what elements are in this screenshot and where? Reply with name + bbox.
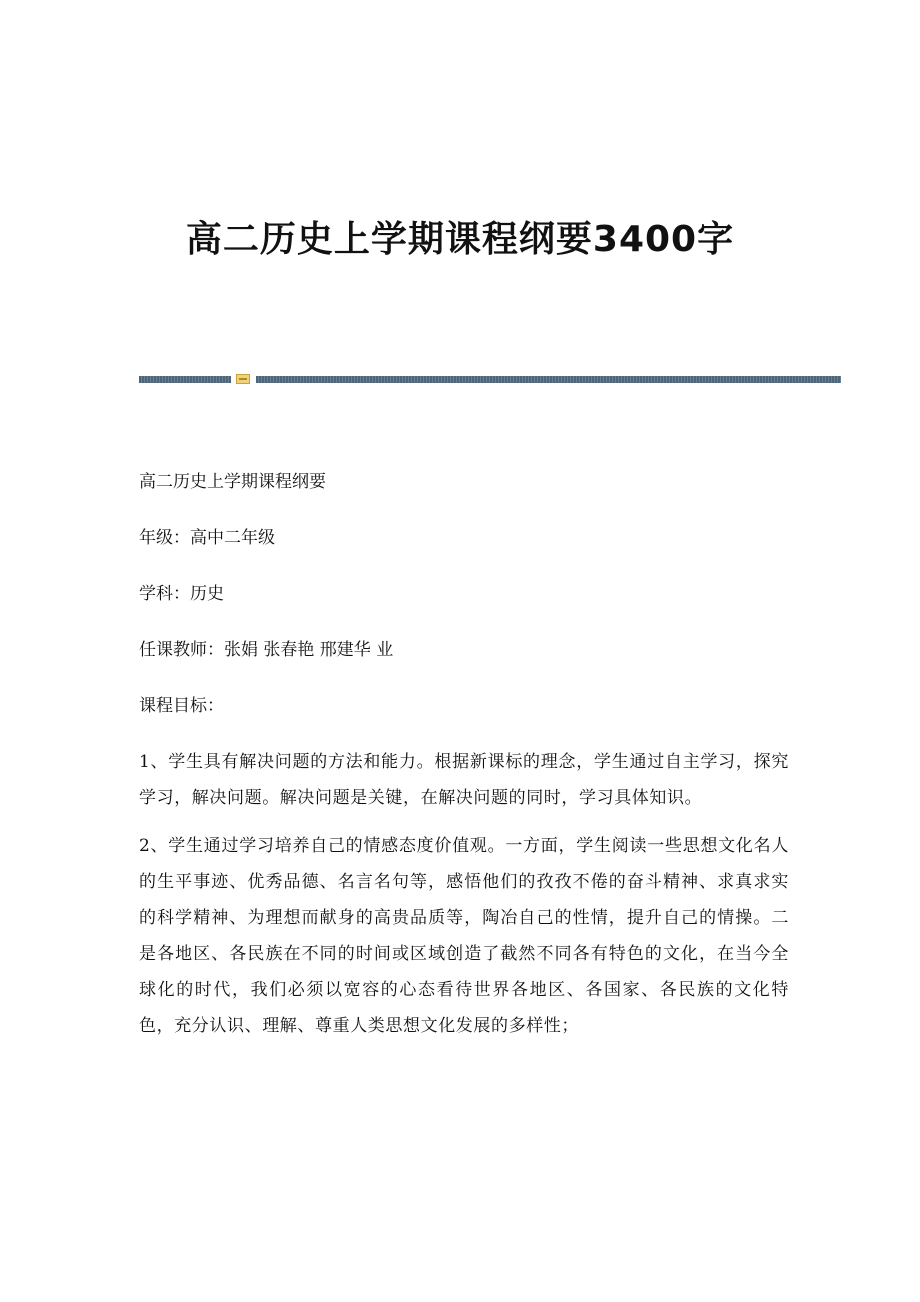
document-title: 高二历史上学期课程纲要3400字	[185, 219, 735, 260]
divider-ornament-icon	[236, 374, 250, 384]
divider-bar-right	[256, 376, 841, 383]
divider-bar-left	[139, 376, 231, 383]
course-subtitle: 高二历史上学期课程纲要	[139, 472, 326, 492]
grade-line: 年级：高中二年级	[139, 528, 275, 548]
objective-paragraph-2: 2、学生通过学习培养自己的情感态度价值观。一方面，学生阅读一些思想文化名人的生平事迹、优秀品德、名言名句等，感悟他们的孜孜不倦的奋斗精神、求真求实的科学精神、为理想而献身的高贵品质等，陶冶自己的性情，提升自己的情操。二是各地区、各民族在不同的时间或区域创造了截然不同各有特色的文化，在当今全球化的时代，我们必须以宽容的心态看待世界各地区、各国家、各民族的文化特色，充分认识、理解、尊重人类思想文化发展的多样性；	[139, 836, 789, 1036]
title-divider	[139, 375, 841, 384]
objective-paragraph-1: 1、学生具有解决问题的方法和能力。根据新课标的理念，学生通过自主学习，探究学习，解决问题。解决问题是关键，在解决问题的同时，学习具体知识。	[139, 752, 789, 808]
objectives-heading: 课程目标：	[139, 696, 224, 716]
document-body	[139, 468, 789, 1060]
subject-line: 学科：历史	[139, 584, 224, 604]
teachers-line: 任课教师：张娟 张春艳 邢建华 业	[139, 640, 394, 660]
